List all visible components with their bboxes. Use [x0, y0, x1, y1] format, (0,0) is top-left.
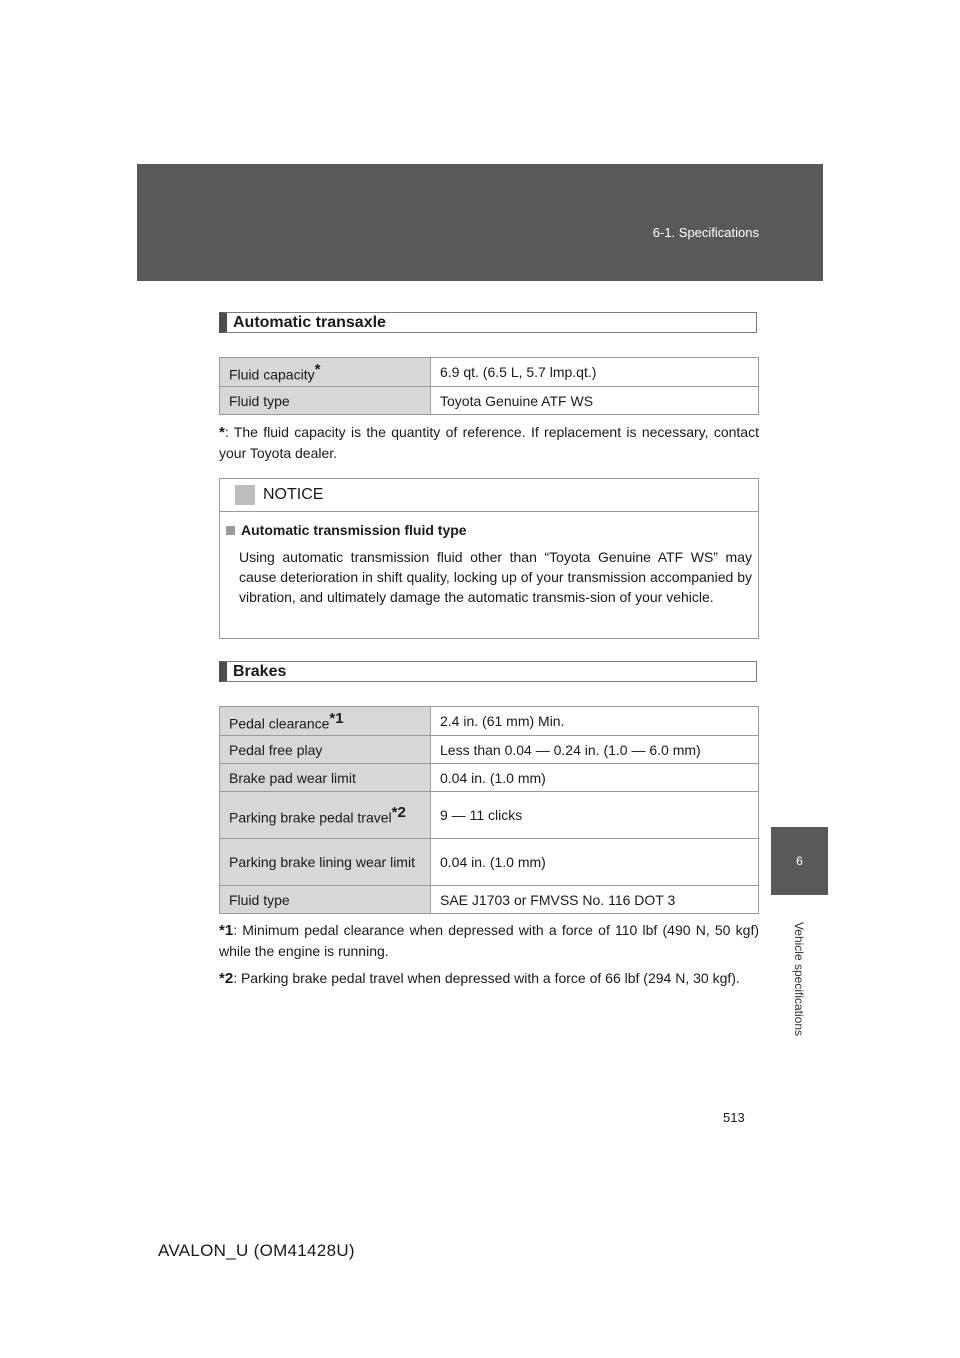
brakes-footnote-2: *2: Parking brake pedal travel when depressed with a force of 66 lbf (294 N, 30 kgf).	[219, 970, 740, 987]
notice-header	[220, 479, 758, 512]
row-label: Parking brake pedal travel$^{*2}$	[220, 792, 431, 839]
brakes-table	[219, 706, 759, 914]
brakes-footnote-1: *1: Minimum pedal clearance when depressed with a force of 110 lbf (490 N, 50 kgf) while the engine is running.	[219, 922, 759, 959]
table-row	[220, 886, 759, 914]
row-label: Fluid capacity*	[220, 358, 431, 387]
notice-icon	[235, 485, 255, 505]
row-value: 6.9 qt. (6.5 L, 5.7 lmp.qt.)	[431, 358, 759, 387]
notice-subtitle: Automatic transmission fluid type	[226, 520, 752, 540]
transaxle-table	[219, 357, 759, 415]
chapter-tab	[771, 827, 828, 895]
table-row	[220, 792, 759, 839]
notice-body	[220, 512, 758, 607]
brakes-heading: Brakes	[219, 661, 757, 682]
section-title: 6-1. Specifications	[652, 225, 759, 240]
row-value: Less than 0.04 — 0.24 in. (1.0 — 6.0 mm)	[431, 736, 759, 764]
table-row	[220, 764, 759, 792]
page-number: 513	[723, 1110, 745, 1125]
row-label: Pedal free play	[220, 736, 431, 764]
bullet-square-icon	[226, 526, 235, 535]
table-row	[220, 707, 759, 736]
row-value: 0.04 in. (1.0 mm)	[431, 764, 759, 792]
chapter-number: 6	[796, 854, 803, 868]
row-label: Pedal clearance$^{*1}$	[220, 707, 431, 736]
notice-box	[219, 478, 759, 639]
chapter-label: Vehicle specifications	[792, 921, 806, 1037]
document-id: AVALON_U (OM41428U)	[158, 1241, 355, 1260]
footnote-marker: *2	[219, 970, 234, 987]
row-label: Fluid type	[220, 387, 431, 415]
table-row	[220, 839, 759, 886]
footnote-marker: *2	[391, 804, 406, 822]
row-value: 0.04 in. (1.0 mm)	[431, 839, 759, 886]
footnote-marker: *	[314, 361, 321, 379]
header-band	[137, 164, 823, 281]
row-label: Parking brake lining wear limit	[220, 839, 431, 886]
notice-text: Using automatic transmission fluid other than “Toyota Genuine ATF WS” may cause deterioration in shift quality, locking up of your transmission accompanied by vibration, and ultimately damage the automatic transmis-sion of your vehicle.	[239, 549, 752, 605]
row-label: Fluid type	[220, 886, 431, 914]
footnote-marker: *1	[219, 922, 234, 939]
row-label: Brake pad wear limit	[220, 764, 431, 792]
footnote-marker: *	[219, 424, 225, 441]
table-row	[220, 736, 759, 764]
table-row	[220, 358, 759, 387]
row-value: 9 — 11 clicks	[431, 792, 759, 839]
notice-title: NOTICE	[263, 486, 324, 503]
transaxle-heading: Automatic transaxle	[219, 312, 757, 333]
row-value: SAE J1703 or FMVSS No. 116 DOT 3	[431, 886, 759, 914]
table-row	[220, 387, 759, 415]
row-value: 2.4 in. (61 mm) Min.	[431, 707, 759, 736]
transaxle-footnote: *: The fluid capacity is the quantity of reference. If replacement is necessary, contact your Toyota dealer.	[219, 424, 759, 461]
row-value: Toyota Genuine ATF WS	[431, 387, 759, 415]
footnote-marker: *1	[329, 710, 344, 728]
